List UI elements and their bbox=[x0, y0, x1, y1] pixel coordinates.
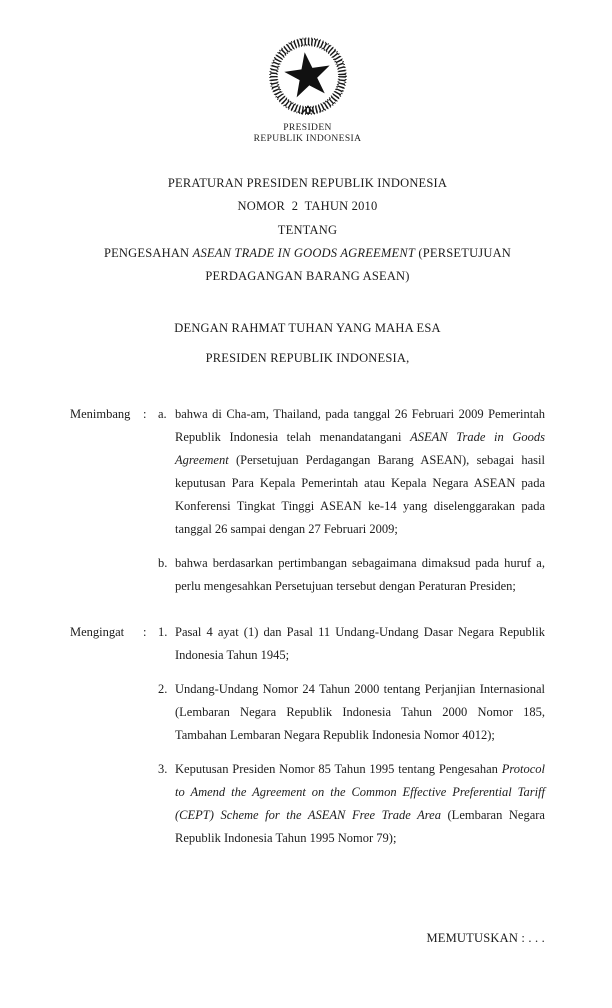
section-label: Menimbang bbox=[70, 407, 131, 422]
invocation-line: DENGAN RAHMAT TUHAN YANG MAHA ESA bbox=[174, 321, 441, 336]
letterhead-country: REPUBLIK INDONESIA bbox=[253, 134, 362, 144]
item-text: Keputusan Presiden Nomor 85 Tahun 1995 tentang Pengesahan Protocol to Amend the Agreement on the Common Effective Preferential Tariff (CEPT) Scheme for the ASEAN Free Trade Area (Lembaran Negara Republik Indonesia Tahun 1995 Nomor 79); bbox=[175, 762, 545, 846]
section-menimbang bbox=[70, 403, 545, 598]
item-marker: 1. bbox=[158, 625, 168, 640]
consideration-item-a bbox=[158, 403, 545, 541]
item-text: bahwa di Cha-am, Thailand, pada tanggal 26 Februari 2009 Pemerintah Republik Indonesia telah menandatangani ASEAN Trade in Goods Agreement (Persetujuan Perdagangan Barang ASEAN), sebagai hasil keputusan Para Kepala Pemerintah atau Kepala Negara ASEAN pada Konferensi Tingkat Tinggi ASEAN ke-14 yang diselenggarakan pada tanggal 26 sampai dengan 27 Februari 2009; bbox=[175, 407, 545, 537]
section-colon: : bbox=[143, 625, 147, 640]
item-marker: 3. bbox=[158, 762, 168, 777]
regulation-title-line: PERATURAN PRESIDEN REPUBLIK INDONESIA bbox=[167, 176, 448, 190]
section-label: Mengingat bbox=[70, 625, 125, 640]
regulation-subject-line-1: PENGESAHAN ASEAN TRADE IN GOODS AGREEMENT (PERSETUJUAN bbox=[103, 245, 512, 260]
authority-line: PRESIDEN REPUBLIK INDONESIA, bbox=[205, 351, 410, 366]
section-mengingat bbox=[70, 621, 545, 850]
item-marker: a. bbox=[158, 407, 167, 422]
item-text: Pasal 4 ayat (1) dan Pasal 11 Undang-Undang Dasar Negara Republik Indonesia Tahun 1945; bbox=[175, 625, 545, 663]
section-colon: : bbox=[143, 407, 147, 422]
item-marker: b. bbox=[158, 556, 168, 571]
item-marker: 2. bbox=[158, 682, 168, 697]
star-icon bbox=[281, 49, 332, 98]
section-items bbox=[158, 621, 545, 850]
item-text: Undang-Undang Nomor 24 Tahun 2000 tentang Perjanjian Internasional (Lembaran Negara Republik Indonesia Tahun 2000 Nomor 185, Tambahan Lembaran Negara Republik Indonesia Nomor 4012); bbox=[175, 682, 545, 743]
section-items bbox=[158, 403, 545, 598]
title-block bbox=[70, 172, 545, 288]
regulation-number-line: NOMOR 2 TAHUN 2010 bbox=[237, 199, 378, 214]
item-text: bahwa berdasarkan pertimbangan sebagaimana dimaksud pada huruf a, perlu mengesahkan Persetujuan tersebut dengan Peraturan Presiden; bbox=[175, 556, 545, 594]
consideration-item-b bbox=[158, 552, 545, 598]
presidential-seal-icon bbox=[263, 34, 353, 120]
legal-basis-item-3 bbox=[158, 758, 545, 850]
regulation-tentang-line: TENTANG bbox=[277, 222, 338, 237]
regulation-subject-line-2: PERDAGANGAN BARANG ASEAN) bbox=[205, 269, 410, 284]
legal-basis-item-2 bbox=[158, 678, 545, 747]
clauses bbox=[70, 403, 545, 850]
catchword-memutuskan: MEMUTUSKAN : . . . bbox=[426, 931, 545, 946]
letterhead-office: PRESIDEN bbox=[283, 123, 332, 133]
letterhead bbox=[70, 0, 545, 145]
legal-basis-item-1 bbox=[158, 621, 545, 667]
preamble bbox=[70, 317, 545, 370]
